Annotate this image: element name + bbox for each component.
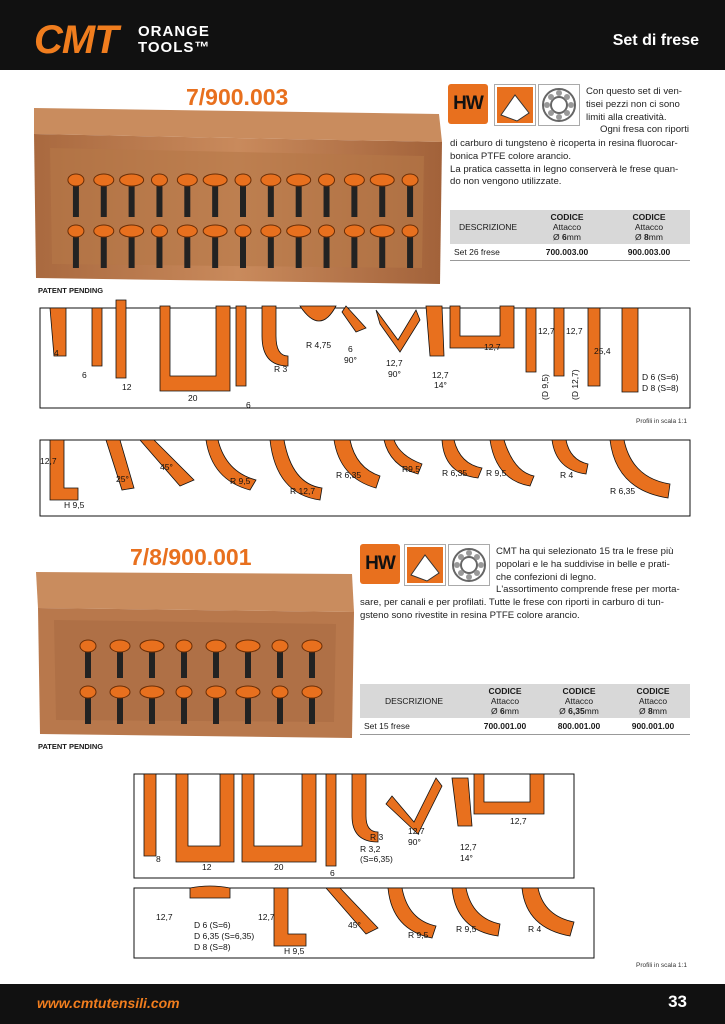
dimension-label: 25°: [116, 474, 129, 484]
dimension-label: R9,5: [402, 464, 420, 474]
set2-code-table: [360, 684, 690, 735]
router-bit-head: [235, 174, 251, 186]
dimension-label: 6: [82, 370, 87, 380]
router-bit-head: [344, 225, 364, 237]
router-bit-head: [344, 174, 364, 186]
dimension-label: 12,7: [510, 816, 527, 826]
set2-code-title: 7/8/900.001: [130, 544, 252, 570]
dimension-label: R 12,7: [290, 486, 316, 496]
dimension-label: R 3: [274, 364, 288, 374]
router-bit-head: [151, 225, 167, 237]
dimension-label: 12,7: [258, 912, 275, 922]
dimension-label: 12: [122, 382, 132, 392]
router-bit-head: [120, 225, 144, 237]
router-bit-head: [319, 225, 335, 237]
router-bit-head: [370, 174, 394, 186]
router-bit-head: [80, 686, 96, 698]
dimension-label: 90°: [388, 369, 401, 379]
set2-profiles-row1: [130, 766, 578, 882]
router-bit-head: [402, 174, 418, 186]
dimension-label: D 6 (S=6): [194, 920, 231, 930]
table-row: Set 26 frese 700.003.00 900.003.00: [450, 244, 690, 261]
col-code-2-2: CODICE Attacco Ø 6,35mm: [542, 684, 616, 718]
bearing-icon: [538, 84, 580, 126]
dimension-label: 12,7: [156, 912, 173, 922]
dimension-label: 45°: [348, 920, 361, 930]
router-bit-head: [302, 686, 322, 698]
dimension-label: R 3,2: [360, 844, 381, 854]
router-bit-head: [151, 174, 167, 186]
set2-product-image: [36, 572, 354, 738]
dimension-label: 25,4: [594, 346, 611, 356]
router-bit-head: [402, 225, 418, 237]
brand-logo: CMT: [34, 18, 118, 62]
dimension-label: (D 12,7): [570, 369, 580, 400]
router-bit-head: [261, 225, 281, 237]
dimension-label: 12,7: [408, 826, 425, 836]
router-bit-head: [110, 640, 130, 652]
dimension-label: R 9,5: [486, 468, 507, 478]
dimension-label: 12,7: [432, 370, 449, 380]
dimension-label: (S=6,35): [360, 854, 393, 864]
dimension-label: 14°: [460, 853, 473, 863]
router-bit-head: [176, 686, 192, 698]
router-bit-head: [206, 640, 226, 652]
set1-code-title: 7/900.003: [186, 84, 289, 110]
router-bit-head: [176, 640, 192, 652]
set1-product-image: [34, 108, 442, 284]
dimension-label: D 6 (S=6): [642, 372, 679, 382]
dimension-label: 6: [246, 400, 251, 410]
dimension-label: R 9,5: [230, 476, 251, 486]
router-bit-head: [206, 686, 226, 698]
router-bit-head: [370, 225, 394, 237]
dimension-label: 12,7: [460, 842, 477, 852]
set1-description-bottom: di carburo di tungsteno è ricoperta in resina fluorocar- bonica PTFE colore arancio. La pratica cassetta in legno conserverà le frese quan- do non vengono utilizzate.: [450, 138, 679, 188]
dimension-label: 12: [202, 862, 212, 872]
bearing-icon-2: [448, 544, 490, 586]
router-bit-head: [120, 174, 144, 186]
set1-description-top: Con questo set di ven- tisei pezzi non ci sono limiti alla creatività. Ogni fresa con riporti: [586, 86, 690, 136]
set2-profiles-row2: [130, 884, 600, 964]
router-bit-head: [261, 174, 281, 186]
dimension-label: 12,7: [566, 326, 583, 336]
dimension-label: R 6,35: [442, 468, 468, 478]
set2-scale-note: Profili in scala 1:1: [636, 962, 687, 969]
dimension-label: D 8 (S=8): [642, 383, 679, 393]
dimension-label: R 4,75: [306, 340, 332, 350]
col-code-2: CODICE Attacco Ø 8mm: [608, 210, 690, 244]
dimension-label: H 9,5: [284, 946, 305, 956]
dimension-label: 8: [156, 854, 161, 864]
set1-scale-note: Profili in scala 1:1: [636, 418, 687, 425]
router-bit-head: [203, 225, 227, 237]
dimension-label: 90°: [408, 837, 421, 847]
set1-patent-pending: PATENT PENDING: [38, 286, 104, 295]
set2-description-top: CMT ha qui selezionato 15 tra le frese più popolari e le ha suddivise in belle e prati- che confezioni di legno. L'assortimento comprende frese per morta-: [496, 546, 680, 596]
footer-url[interactable]: www.cmtutensili.com: [37, 995, 180, 1011]
router-bit-head: [80, 640, 96, 652]
dimension-label: 12,7: [538, 326, 555, 336]
set2-description-bottom: sare, per canali e per profilati. Tutte le frese con riporti in carburo di tun- gsteno sono rivestite in resina PTFE colore arancio.: [360, 597, 664, 621]
brand-subtitle: ORANGE TOOLS™: [138, 23, 211, 56]
dimension-label: R 9,5: [456, 924, 477, 934]
section-title: Set di frese: [612, 32, 699, 49]
router-bit-head: [302, 640, 322, 652]
col-code-2-3: CODICE Attacco Ø 8mm: [616, 684, 690, 718]
router-bit-head: [272, 686, 288, 698]
dimension-label: 45°: [160, 462, 173, 472]
dimension-label: (D 9,5): [540, 374, 550, 400]
dimension-label: D 6,35 (S=6,35): [194, 931, 255, 941]
dimension-label: D 8 (S=8): [194, 942, 231, 952]
dimension-label: R 3: [370, 832, 384, 842]
router-bit-head: [110, 686, 130, 698]
coating-icon: [494, 84, 536, 126]
table-row: Set 15 frese 700.001.00 800.001.00 900.001.00: [360, 718, 690, 735]
router-bit-head: [177, 225, 197, 237]
dimension-label: 20: [188, 393, 198, 403]
dimension-label: 12,7: [40, 456, 57, 466]
router-bit-head: [272, 640, 288, 652]
router-bit-head: [287, 174, 311, 186]
coating-icon-2: [404, 544, 446, 586]
dimension-label: 12,7: [484, 342, 501, 352]
router-bit-head: [140, 640, 164, 652]
dimension-label: R 6,35: [610, 486, 636, 496]
dimension-label: H 9,5: [64, 500, 85, 510]
col-description-2: DESCRIZIONE: [360, 684, 468, 718]
set1-profiles-row1: [30, 296, 695, 412]
hw-badge: HW: [448, 84, 488, 124]
col-code-1: CODICE Attacco Ø 6mm: [526, 210, 608, 244]
dimension-label: 6: [348, 344, 353, 354]
dimension-label: 14°: [434, 380, 447, 390]
dimension-label: 90°: [344, 355, 357, 365]
col-description: DESCRIZIONE: [450, 210, 526, 244]
dimension-label: R 4: [528, 924, 542, 934]
router-bit-head: [94, 225, 114, 237]
page-number: 33: [668, 992, 687, 1011]
router-bit-head: [94, 174, 114, 186]
router-bit-head: [203, 174, 227, 186]
dimension-label: 6: [330, 868, 335, 878]
dimension-label: 20: [274, 862, 284, 872]
dimension-label: R 6,35: [336, 470, 362, 480]
dimension-label: R 9,5: [408, 930, 429, 940]
dimension-label: 4: [54, 348, 59, 358]
router-bit-head: [235, 225, 251, 237]
router-bit-head: [177, 174, 197, 186]
set1-code-table: [450, 210, 690, 261]
router-bit-head: [236, 686, 260, 698]
router-bit-head: [287, 225, 311, 237]
dimension-label: R 4: [560, 470, 574, 480]
router-bit-head: [236, 640, 260, 652]
router-bit-head: [68, 174, 84, 186]
set2-patent-pending: PATENT PENDING: [38, 742, 104, 751]
router-bit-head: [68, 225, 84, 237]
set1-profiles-row2: [30, 428, 695, 524]
col-code-2-1: CODICE Attacco Ø 6mm: [468, 684, 542, 718]
router-bit-head: [319, 174, 335, 186]
router-bit-head: [140, 686, 164, 698]
dimension-label: 12,7: [386, 358, 403, 368]
hw-badge-2: HW: [360, 544, 400, 584]
